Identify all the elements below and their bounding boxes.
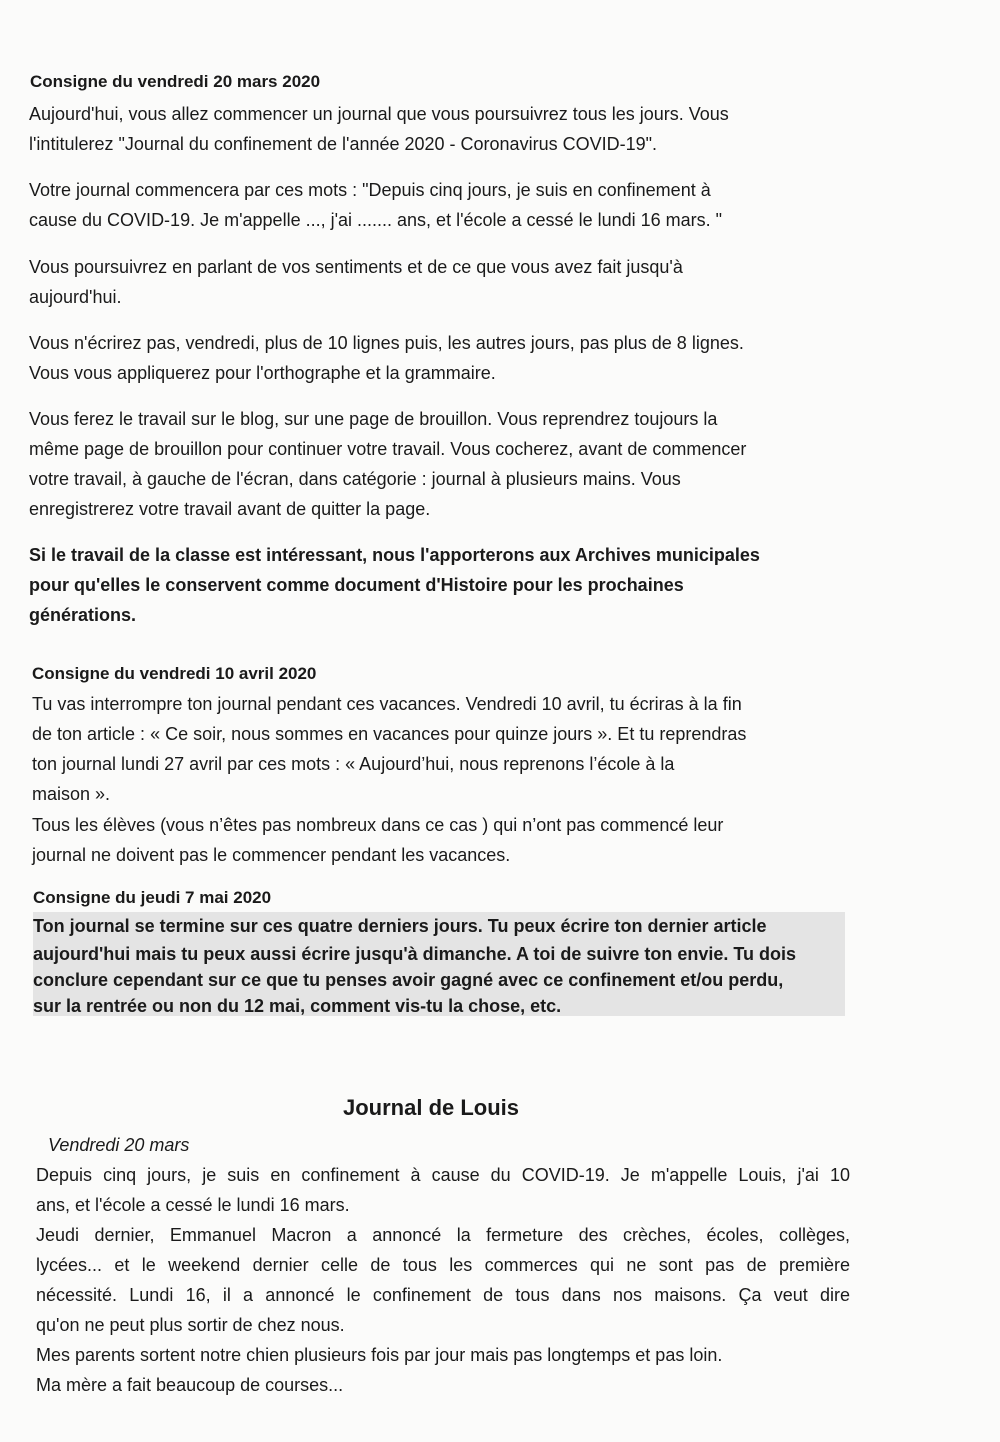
consigne-bold-line: Si le travail de la classe est intéressant, nous l'apporterons aux Archives municipales xyxy=(29,545,760,565)
journal-date: Vendredi 20 mars xyxy=(48,1135,190,1155)
consigne-text-line: journal ne doivent pas le commencer pendant les vacances. xyxy=(32,845,511,865)
consigne-heading: Consigne du vendredi 20 mars 2020 xyxy=(30,72,321,91)
consigne-text-line: de ton article : « Ce soir, nous sommes en vacances pour quinze jours ». Et tu reprendras xyxy=(32,724,747,744)
consigne-text-line: Vous ferez le travail sur le blog, sur une page de brouillon. Vous reprendrez toujours la xyxy=(29,409,718,429)
journal-text-line: Mes parents sortent notre chien plusieurs fois par jour mais pas longtemps et pas loin. xyxy=(36,1345,723,1365)
consigne-bold-line: sur la rentrée ou non du 12 mai, comment vis-tu la chose, etc. xyxy=(33,996,562,1016)
consigne-text-line: Aujourd'hui, vous allez commencer un journal que vous poursuivrez tous les jours. Vous xyxy=(29,104,729,124)
consigne-text-line: Tous les élèves (vous n’êtes pas nombreux dans ce cas ) qui n’ont pas commencé leur xyxy=(32,815,724,835)
journal-text-line: ans, et l'école a cessé le lundi 16 mars. xyxy=(36,1195,350,1215)
consigne-text-line: votre travail, à gauche de l'écran, dans catégorie : journal à plusieurs mains. Vous xyxy=(29,469,681,489)
consigne-text-line: ton journal lundi 27 avril par ces mots : « Aujourd’hui, nous reprenons l’école à la xyxy=(32,754,675,774)
consigne-bold-line: aujourd'hui mais tu peux aussi écrire jusqu'à dimanche. A toi de suivre ton envie. Tu dois xyxy=(33,944,797,964)
consigne-bold-line: conclure cependant sur ce que tu penses avoir gagné avec ce confinement et/ou perdu, xyxy=(33,970,784,990)
consigne-text-line: Votre journal commencera par ces mots : "Depuis cinq jours, je suis en confinement à xyxy=(29,180,711,200)
consigne-text-line: Tu vas interrompre ton journal pendant ces vacances. Vendredi 10 avril, tu écriras à la fin xyxy=(32,694,742,714)
consigne-text-line: maison ». xyxy=(32,784,111,804)
consigne-text-line: enregistrerez votre travail avant de quitter la page. xyxy=(29,499,431,519)
consigne-heading: Consigne du vendredi 10 avril 2020 xyxy=(32,664,317,683)
consigne-text-line: Vous poursuivrez en parlant de vos sentiments et de ce que vous avez fait jusqu'à xyxy=(29,257,683,277)
consigne-heading: Consigne du jeudi 7 mai 2020 xyxy=(33,888,272,907)
journal-text-line: lycées... et le weekend dernier celle de tous les commerces qui ne sont pas de première xyxy=(36,1255,850,1275)
journal-text-line: nécessité. Lundi 16, il a annoncé le confinement de tous dans nos maisons. Ça veut dire xyxy=(36,1285,850,1305)
consigne-bold-line: Ton journal se termine sur ces quatre derniers jours. Tu peux écrire ton dernier article xyxy=(33,916,767,936)
consigne-text-line: aujourd'hui. xyxy=(29,287,122,307)
consigne-text-line: l'intitulerez "Journal du confinement de l'année 2020 - Coronavirus COVID-19". xyxy=(29,134,657,154)
journal-text-line: qu'on ne peut plus sortir de chez nous. xyxy=(36,1315,345,1335)
journal-text-line: Ma mère a fait beaucoup de courses... xyxy=(36,1375,344,1395)
journal-text-line: Jeudi dernier, Emmanuel Macron a annoncé la fermeture des crèches, écoles, collèges, xyxy=(36,1225,850,1245)
consigne-bold-line: générations. xyxy=(29,605,137,625)
consigne-bold-line: pour qu'elles le conservent comme document d'Histoire pour les prochaines xyxy=(29,575,684,595)
journal-text-line: Depuis cinq jours, je suis en confinement à cause du COVID-19. Je m'appelle Louis, j'ai 10 xyxy=(36,1165,850,1185)
journal-title: Journal de Louis xyxy=(343,1095,520,1120)
consigne-text-line: Vous n'écrirez pas, vendredi, plus de 10 lignes puis, les autres jours, pas plus de 8 lignes. xyxy=(29,333,744,353)
consigne-text-line: cause du COVID-19. Je m'appelle ..., j'ai ....... ans, et l'école a cessé le lundi 16 mars. " xyxy=(29,210,723,230)
consigne-text-line: Vous vous appliquerez pour l'orthographe et la grammaire. xyxy=(29,363,496,383)
consigne-text-line: même page de brouillon pour continuer votre travail. Vous cocherez, avant de commencer xyxy=(29,439,747,459)
